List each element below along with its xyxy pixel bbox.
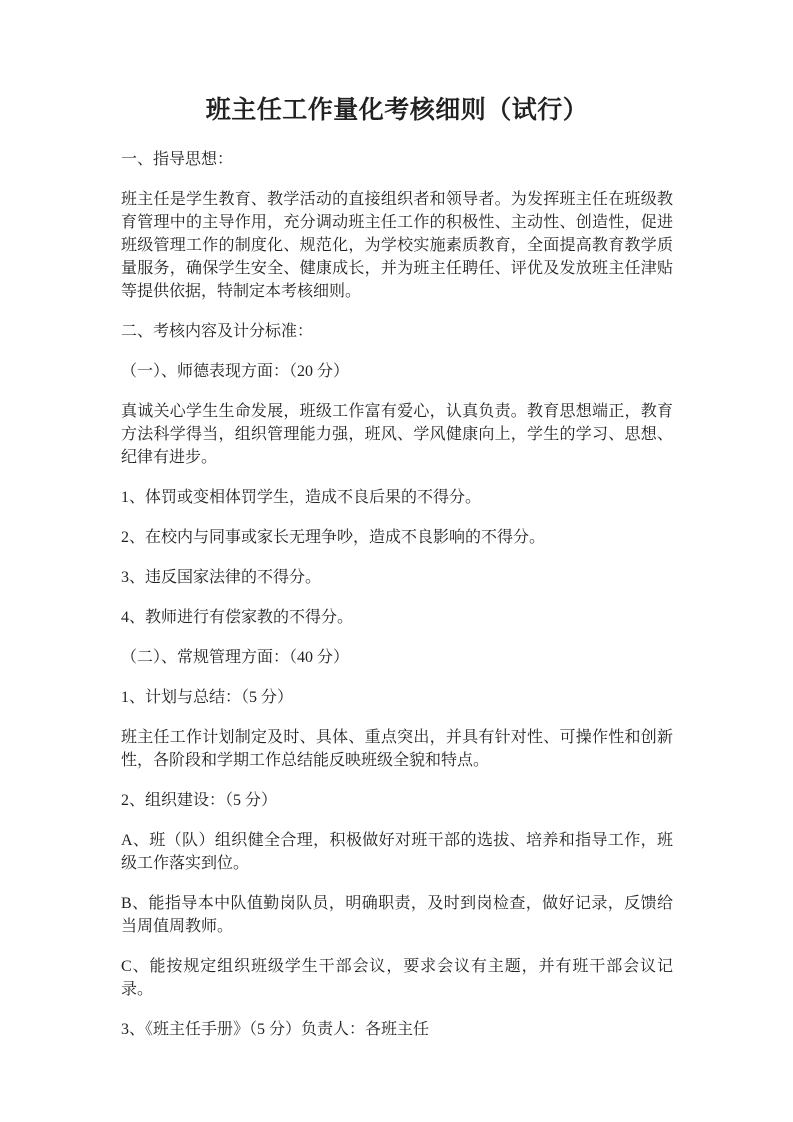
document-paragraph: A、班（队）组织健全合理，积极做好对班干部的选拔、培养和指导工作，班级工作落实到位。: [121, 832, 673, 872]
document-paragraph: C、能按规定组织班级学生干部会议，要求会议有主题，并有班干部会议记录。: [121, 958, 673, 998]
document-paragraph: （二）、常规管理方面：（40 分）: [121, 649, 350, 666]
document-paragraph: 二、考核内容及计分标准：: [121, 323, 314, 340]
document-paragraph: 班主任工作计划制定及时、具体、重点突出，并具有针对性、可操作性和创新性，各阶段和学期工作总结能反映班级全貌和特点。: [121, 729, 673, 769]
document-paragraph: B、能指导本中队值勤岗队员，明确职责，及时到岗检查，做好记录，反馈给当周值周教师。: [121, 895, 673, 935]
document-paragraph: 1、体罚或变相体罚学生，造成不良后果的不得分。: [121, 489, 482, 506]
document-paragraph: 1、计划与总结：（5 分）: [121, 689, 294, 706]
document-body: [121, 148, 673, 1041]
document-paragraph: 2、在校内与同事或家长无理争吵，造成不良影响的不得分。: [121, 529, 546, 546]
document-paragraph: 班主任是学生教育、教学活动的直接组织者和领导者。为发挥班主任在班级教育管理中的主导作用，充分调动班主任工作的积极性、主动性、创造性，促进班级管理工作的制度化、规范化，为学校实施素质教育，全面提高教育教学质量服务，确保学生安全、健康成长，并为班主任聘任、评优及发放班主任津贴等提供依据，特制定本考核细则。: [121, 191, 673, 300]
document-paragraph: 3、《班主任手册》（5 分）负责人：各班主任: [121, 1021, 430, 1038]
document-paragraph: 一、指导思想：: [121, 151, 234, 168]
document-paragraph: 3、违反国家法律的不得分。: [121, 569, 322, 586]
document-paragraph: （一）、师德表现方面：（20 分）: [121, 363, 350, 380]
document-title: 班主任工作量化考核细则（试行）: [205, 97, 589, 124]
document-paragraph: 真诚关心学生生命发展，班级工作富有爱心，认真负责。教育思想端正，教育方法科学得当，组织管理能力强，班风、学风健康向上，学生的学习、思想、纪律有进步。: [121, 403, 673, 466]
document-paragraph: 4、教师进行有偿家教的不得分。: [121, 609, 354, 626]
document-paragraph: 2、组织建设：（5 分）: [121, 792, 278, 809]
